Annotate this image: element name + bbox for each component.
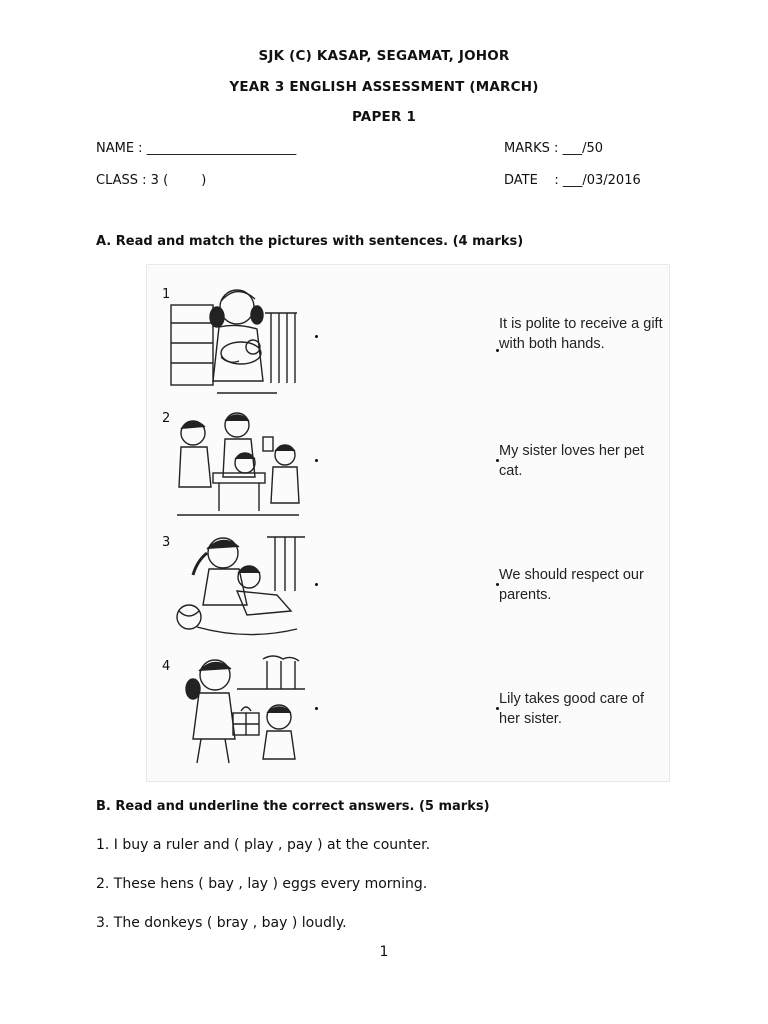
match-row-3 (147, 531, 669, 657)
match-sentence-3: We should respect our parents. (499, 567, 644, 603)
matching-panel (146, 264, 670, 782)
question-1: 1. I buy a ruler and ( play , pay ) at the counter. (96, 837, 431, 853)
section-b-title: B. Read and underline the correct answers. (5 marks) (96, 799, 490, 814)
match-sentence-2: My sister loves her pet cat. (499, 443, 645, 479)
girl-playing-with-sister-illustration (167, 531, 307, 647)
match-dot-left-4[interactable] (315, 707, 318, 710)
girl-holding-cat-illustration (167, 283, 307, 399)
school-title: SJK (C) KASAP, SEGAMAT, JOHOR (258, 48, 510, 64)
item-number-1: 1 (162, 287, 171, 302)
family-at-table-illustration (167, 407, 307, 523)
name-field: NAME : _______________________ (96, 141, 297, 156)
match-dot-left-1[interactable] (315, 335, 318, 338)
class-field: CLASS : 3 ( ) (96, 173, 207, 188)
item-number-4: 4 (162, 659, 171, 674)
match-dot-left-2[interactable] (315, 459, 318, 462)
section-a-title: A. Read and match the pictures with sentences. (4 marks) (96, 234, 524, 249)
item-number-2: 2 (162, 411, 171, 426)
page-number: 1 (379, 944, 389, 960)
match-row-4 (147, 655, 669, 781)
marks-field: MARKS : ___/50 (504, 141, 603, 156)
paper-title: PAPER 1 (351, 109, 417, 125)
girl-giving-gift-illustration (167, 655, 307, 771)
date-field: DATE : ___/03/2016 (504, 173, 641, 188)
match-dot-left-3[interactable] (315, 583, 318, 586)
item-number-3: 3 (162, 535, 171, 550)
question-2: 2. These hens ( bay , lay ) eggs every morning. (96, 876, 428, 892)
match-row-1 (147, 283, 669, 409)
match-row-2 (147, 407, 669, 533)
question-3: 3. The donkeys ( bray , bay ) loudly. (96, 915, 347, 931)
match-sentence-1: It is polite to receive a gift with both hands. (499, 316, 663, 352)
match-sentence-4: Lily takes good care of her sister. (499, 691, 645, 727)
assessment-title: YEAR 3 ENGLISH ASSESSMENT (MARCH) (229, 79, 539, 95)
